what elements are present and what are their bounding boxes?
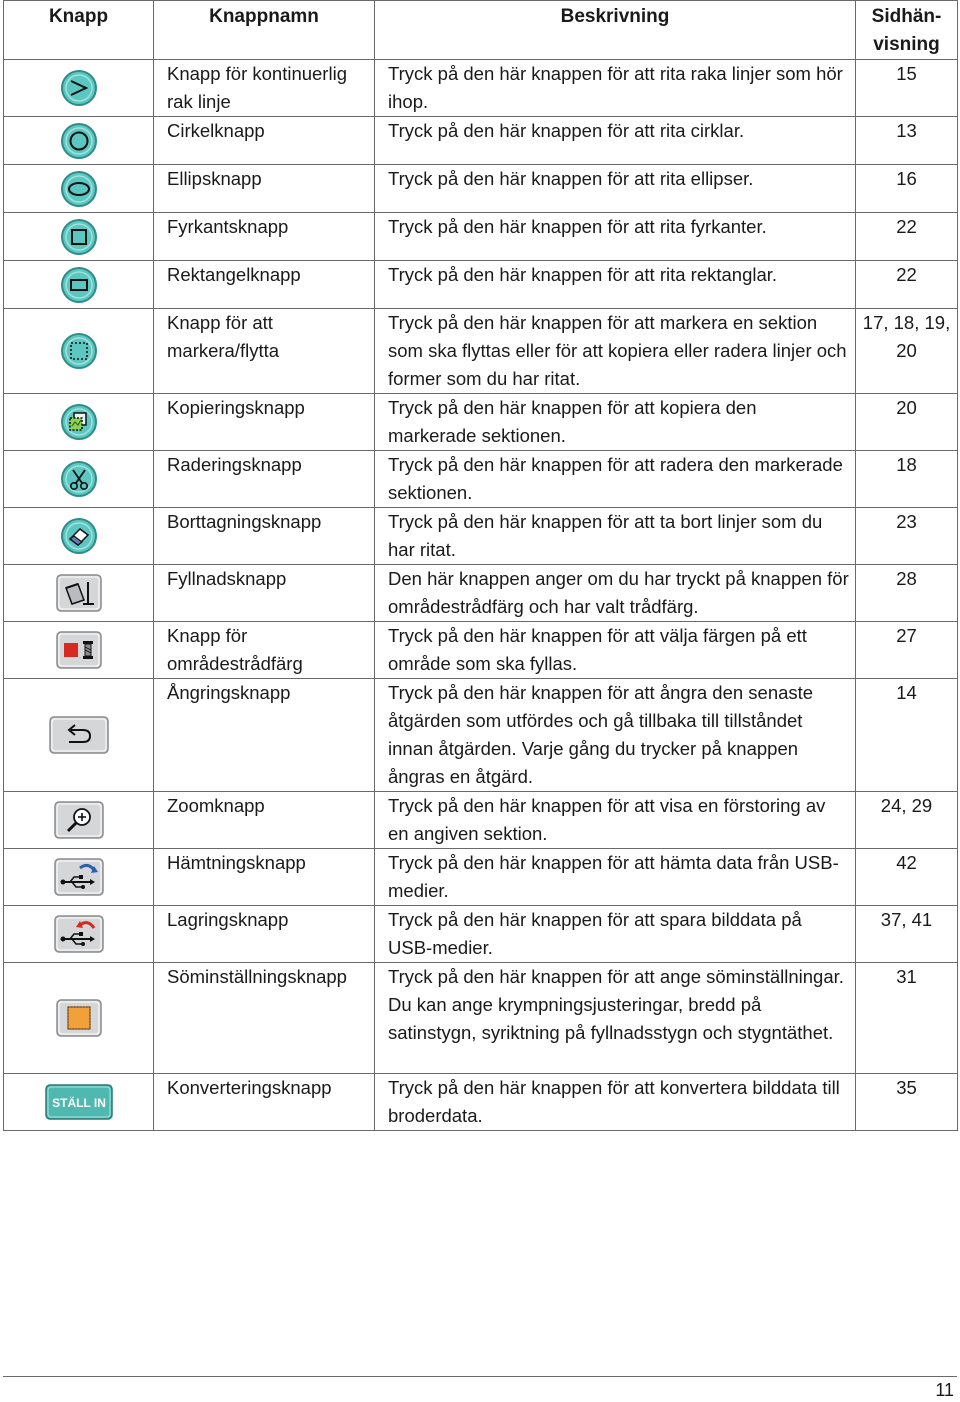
table-row [4,508,958,565]
button-description: Den här knappen anger om du har tryckt på knappen för områdestrådfärg och har valt trådfärg. [375,565,856,622]
button-description: Tryck på den här knappen för att visa en förstoring av en angiven sektion. [375,792,856,849]
zoom-icon [54,801,104,839]
table-row [4,622,958,679]
table-row [4,792,958,849]
button-description: Tryck på den här knappen för att hämta data från USB-medier. [375,849,856,906]
page-reference: 35 [856,1074,958,1131]
button-description: Tryck på den här knappen för att spara bilddata på USB-medier. [375,906,856,963]
button-description: Tryck på den här knappen för att rita ellipser. [375,165,856,213]
usb-save-icon [54,915,104,953]
set-button-label: STÄLL IN [51,1096,106,1110]
table-row [4,1074,958,1131]
button-name: Fyrkantsknapp [154,213,375,261]
table-row [4,565,958,622]
button-description: Tryck på den här knappen för att ta bort linjer som du har ritat. [375,508,856,565]
set-button-icon [45,1084,113,1120]
page-reference: 37, 41 [856,906,958,963]
button-name: Knapp för kontinuerlig rak linje [154,60,375,117]
usb-retrieve-icon [54,858,104,896]
button-description: Tryck på den här knappen för att välja färgen på ett område som ska fyllas. [375,622,856,679]
page-number: 11 [935,1380,954,1400]
table-row [4,963,958,1074]
button-description: Tryck på den här knappen för att markera en sektion som ska flyttas eller för att kopiera eller radera linjer och former som du har ritat. [375,309,856,394]
button-description: Tryck på den här knappen för att rita cirklar. [375,117,856,165]
page-reference: 23 [856,508,958,565]
copy-icon [59,402,99,442]
ellipse-icon [59,169,99,209]
button-name: Knapp för områdestrådfärg [154,622,375,679]
table-row [4,679,958,792]
header-description: Beskrivning [375,1,856,60]
header-row [4,1,958,60]
table-row [4,60,958,117]
page-reference: 24, 29 [856,792,958,849]
page-reference: 15 [856,60,958,117]
scissors-icon [59,459,99,499]
table-row [4,849,958,906]
rectangle-icon [59,265,99,305]
page-reference: 31 [856,963,958,1074]
button-name: Fyllnadsknapp [154,565,375,622]
button-description: Tryck på den här knappen för att radera den markerade sektionen. [375,451,856,508]
undo-icon [49,716,109,754]
footer-rule [3,1376,957,1377]
page-reference: 17, 18, 19, 20 [856,309,958,394]
button-name: Hämtningsknapp [154,849,375,906]
area-thread-color-icon [56,631,102,669]
button-description: Tryck på den här knappen för att rita rektanglar. [375,261,856,309]
button-name: Borttagningsknapp [154,508,375,565]
table-row [4,451,958,508]
eraser-icon [59,516,99,556]
table-row [4,906,958,963]
page-reference: 27 [856,622,958,679]
table-row [4,394,958,451]
header-name: Knappnamn [154,1,375,60]
table-row [4,261,958,309]
button-name: Rektangelknapp [154,261,375,309]
button-description: Tryck på den här knappen för att konvertera bilddata till broderdata. [375,1074,856,1131]
table-row [4,309,958,394]
page-reference: 13 [856,117,958,165]
page-reference: 14 [856,679,958,792]
continuous-line-icon [59,68,99,108]
button-description: Tryck på den här knappen för att ångra den senaste åtgärden som utfördes och gå tillbaka till tillståndet innan åtgärden. Varje gång du trycker på knappen ångras en åtgärd. [375,679,856,792]
header-page-line2: visning [873,34,940,55]
select-move-icon [59,331,99,371]
fill-bucket-icon [56,574,102,612]
button-name: Söminställningsknapp [154,963,375,1074]
button-name: Konverteringsknapp [154,1074,375,1131]
button-description: Tryck på den här knappen för att rita raka linjer som hör ihop. [375,60,856,117]
header-page [856,1,958,60]
button-description: Tryck på den här knappen för att kopiera den markerade sektionen. [375,394,856,451]
button-name: Raderingsknapp [154,451,375,508]
button-name: Knapp för att markera/flytta [154,309,375,394]
page-reference: 42 [856,849,958,906]
button-reference-table [3,0,958,1131]
button-name: Ellipsknapp [154,165,375,213]
page-reference: 22 [856,213,958,261]
stitch-settings-icon [56,999,102,1037]
button-name: Zoomknapp [154,792,375,849]
page-reference: 28 [856,565,958,622]
square-icon [59,217,99,257]
button-name: Kopieringsknapp [154,394,375,451]
button-name: Cirkelknapp [154,117,375,165]
page-reference: 18 [856,451,958,508]
header-icon: Knapp [4,1,154,60]
table-row [4,213,958,261]
button-description: Tryck på den här knappen för att ange söminställningar. Du kan ange krympningsjusteringar, bredd på satinstygn, syriktning på fyllnadsstygn och stygntäthet. [375,963,856,1074]
button-name: Ångringsknapp [154,679,375,792]
circle-icon [59,121,99,161]
button-description: Tryck på den här knappen för att rita fyrkanter. [375,213,856,261]
table-row [4,165,958,213]
page-reference: 20 [856,394,958,451]
page-reference: 22 [856,261,958,309]
header-page-line1: Sidhän- [871,6,942,27]
table-row [4,117,958,165]
button-name: Lagringsknapp [154,906,375,963]
page-reference: 16 [856,165,958,213]
